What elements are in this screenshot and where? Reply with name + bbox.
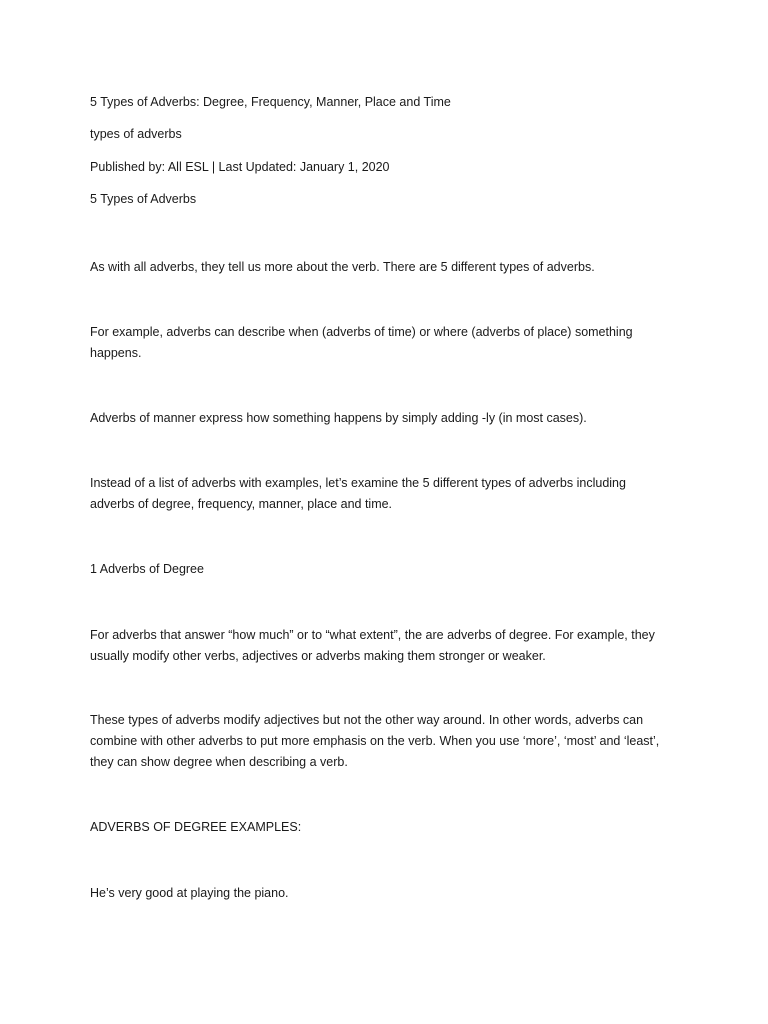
paragraph: These types of adverbs modify adjectives but not the other way around. In other words, adverbs can combine with other adverbs to put more emphasis on the verb. When you use ‘more’, ‘most’ and ‘least’, they can show degree when describing a verb. <box>90 713 660 769</box>
paragraph: For adverbs that answer “how much” or to “what extent”, the are adverbs of degree. For example, they usually modify other verbs, adjectives or adverbs making them stronger or weaker. <box>90 628 655 663</box>
examples-heading: ADVERBS OF DEGREE EXAMPLES: <box>90 820 302 834</box>
document-title: 5 Types of Adverbs: Degree, Frequency, Manner, Place and Time <box>90 95 451 109</box>
document-byline: Published by: All ESL | Last Updated: January 1, 2020 <box>90 160 390 174</box>
paragraph: For example, adverbs can describe when (adverbs of time) or where (adverbs of place) something happens. <box>90 325 633 360</box>
paragraph: Adverbs of manner express how something happens by simply adding -ly (in most cases). <box>90 411 587 425</box>
section-heading: 5 Types of Adverbs <box>90 192 197 206</box>
paragraph: As with all adverbs, they tell us more about the verb. There are 5 different types of adverbs. <box>90 260 595 274</box>
example-sentence: He’s very good at playing the piano. <box>90 886 289 900</box>
document-subtitle: types of adverbs <box>90 127 182 141</box>
degree-heading: 1 Adverbs of Degree <box>90 562 204 576</box>
paragraph: Instead of a list of adverbs with examples, let’s examine the 5 different types of adverbs including adverbs of degree, frequency, manner, place and time. <box>90 476 626 511</box>
